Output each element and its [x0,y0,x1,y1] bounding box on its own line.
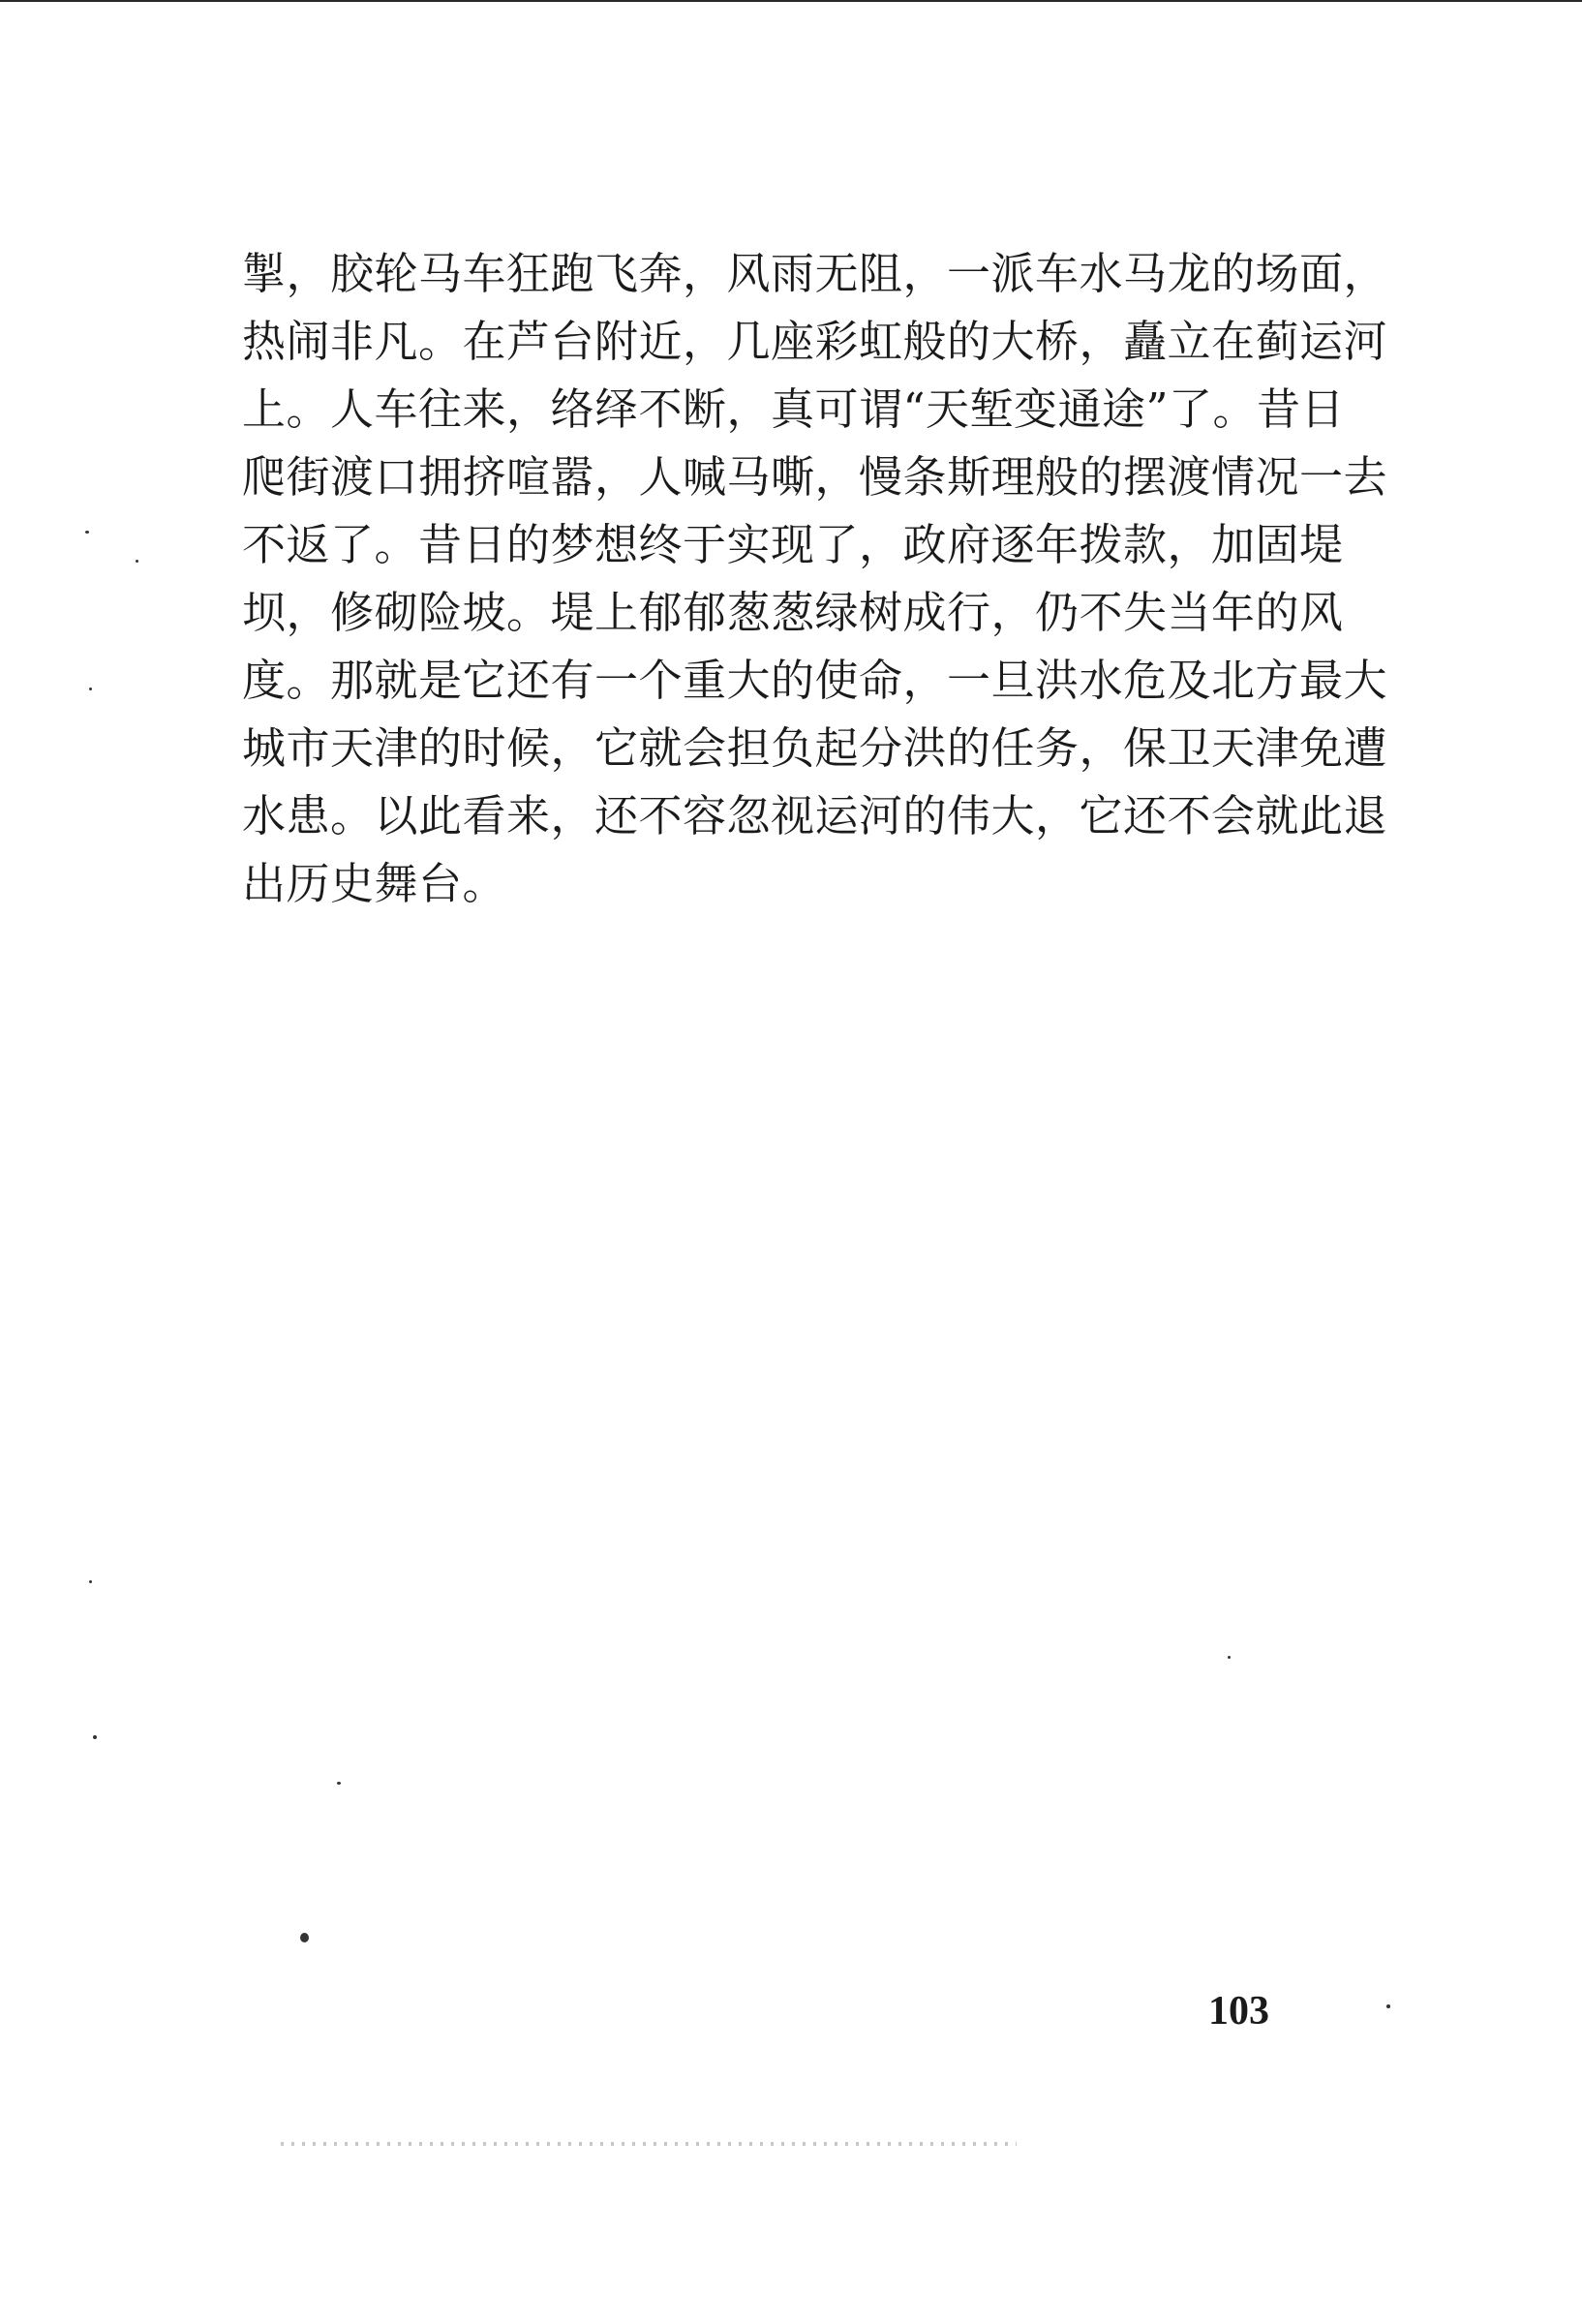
top-border-line [0,0,1582,2]
text-line: 热闹非凡。在芦台附近，几座彩虹般的大桥，矗立在蓟运河 [242,316,1388,367]
scan-speck [136,560,138,563]
text-line: 掣，胶轮马车狂跑飞奔，风雨无阻，一派车水马龙的场面， [242,248,1388,299]
scan-speck [89,1580,92,1583]
scan-speck [93,1735,97,1739]
scan-speck [300,1933,309,1942]
text-line: 爬街渡口拥挤喧嚣，人喊马嘶，慢条斯理般的摆渡情况一去 [242,451,1388,503]
scan-speck [337,1782,341,1785]
scan-speck [89,688,92,690]
text-line: 不返了。昔日的梦想终于实现了，政府逐年拨款，加固堤 [242,519,1344,570]
page-number: 103 [1208,1989,1269,2034]
scan-speck [85,531,89,534]
body-text [242,240,1388,918]
text-line: 水患。以此看来，还不容忽视运河的伟大，它还不会就此退 [242,790,1388,841]
text-line: 上。人车往来，络绎不断，真可谓“天堑变通途”了。昔日 [242,383,1346,435]
scan-speck [1228,1656,1231,1659]
text-line: 度。那就是它还有一个重大的使命，一旦洪水危及北方最大 [242,655,1388,706]
text-line: 出历史舞台。 [242,858,507,909]
scan-speck [1386,2004,1390,2008]
scan-noise [281,2142,1017,2146]
text-line: 坝，修砌险坡。堤上郁郁葱葱绿树成行，仍不失当年的风 [242,587,1344,638]
text-line: 城市天津的时候，它就会担负起分洪的任务，保卫天津免遭 [242,722,1388,774]
